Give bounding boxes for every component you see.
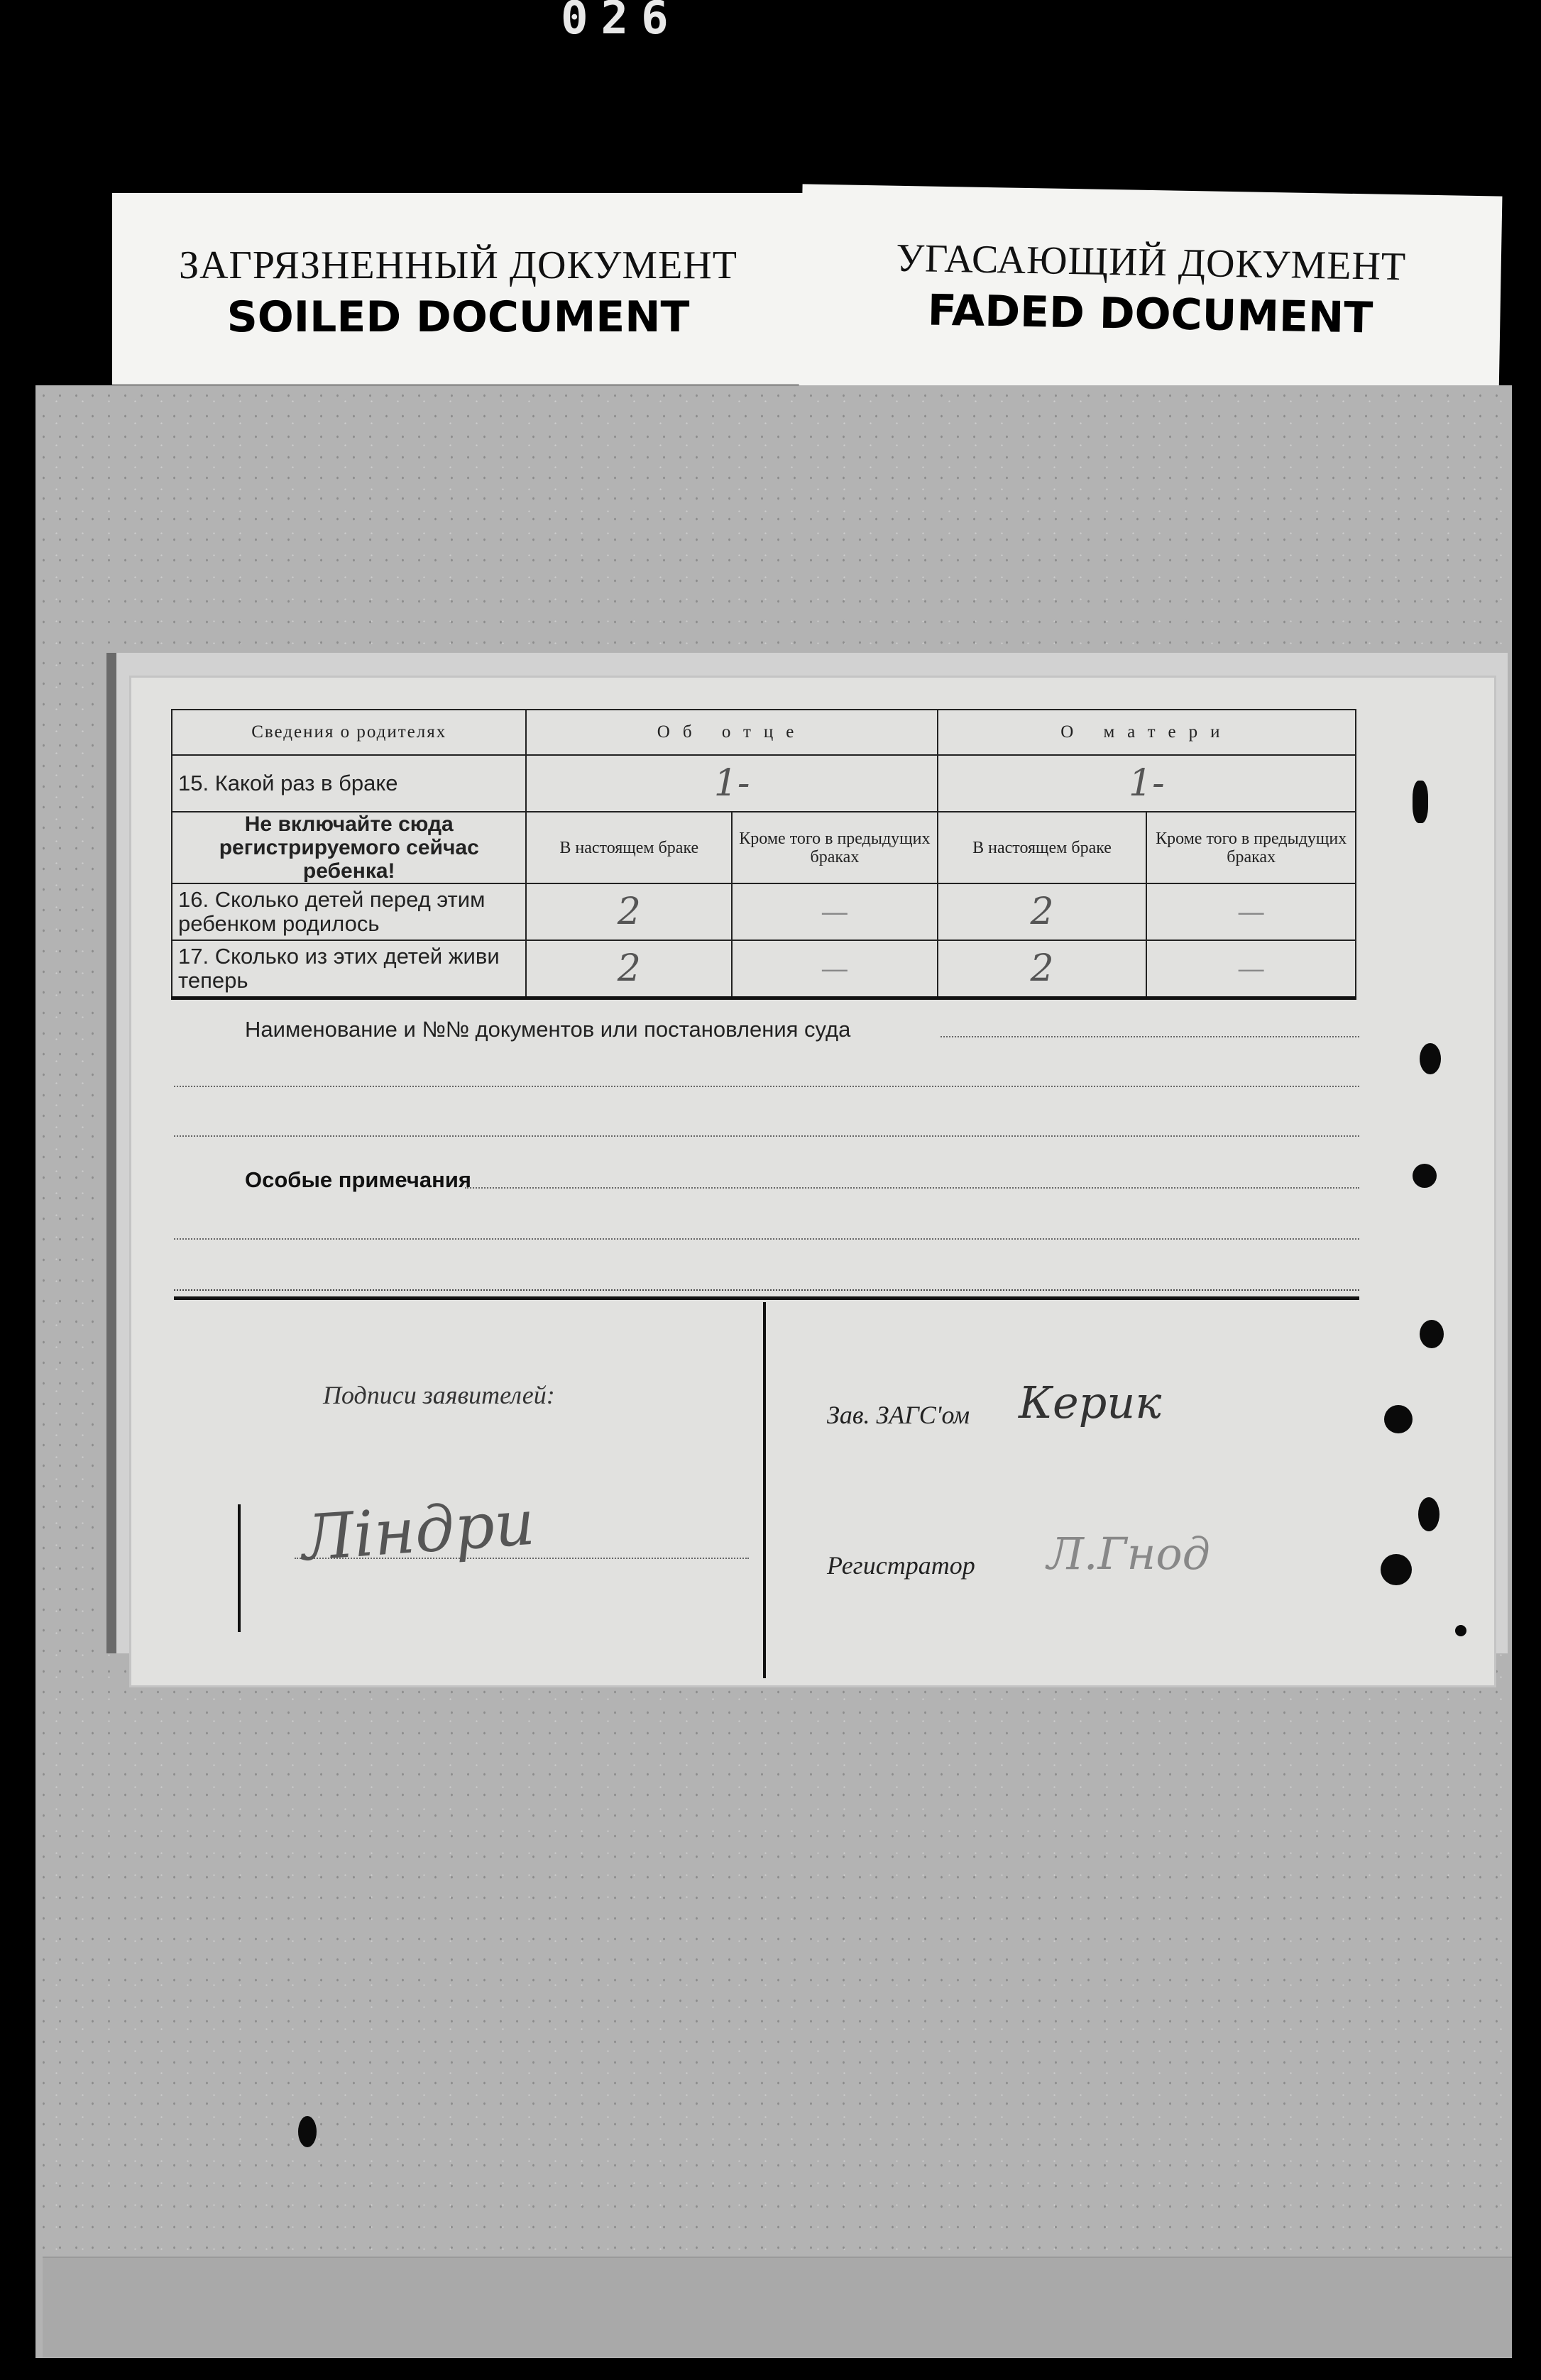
mother-marriage-count: 1-	[938, 755, 1356, 812]
father-children-alive-previous: —	[732, 940, 938, 998]
father-previous-marriages-header: Кроме того в предыдущих браках	[732, 812, 938, 883]
faded-document-label	[799, 184, 1503, 402]
header-father: Об отце	[526, 710, 937, 755]
mother-children-alive-previous: —	[1146, 940, 1356, 998]
mother-children-alive-current: 2	[938, 940, 1147, 998]
binder-hole	[1418, 1497, 1439, 1531]
applicants-signatures-label: Подписи заявителей:	[323, 1381, 555, 1409]
header-parents-info: Сведения о родителях	[172, 710, 526, 755]
father-children-alive-current: 2	[526, 940, 732, 998]
table-row	[172, 812, 1356, 883]
table-row	[172, 940, 1356, 998]
faded-label-en: FADED DOCUMENT	[927, 285, 1373, 343]
mother-children-born-current: 2	[938, 883, 1147, 940]
mother-children-born-previous: —	[1146, 883, 1356, 940]
divider-thick	[174, 1296, 1359, 1300]
father-children-born-current: 2	[526, 883, 732, 940]
table-header-row	[172, 710, 1356, 755]
question-17: 17. Сколько из этих детей живи теперь	[172, 940, 526, 998]
documents-label: Наименование и №№ документов или постановления суда	[245, 1017, 851, 1042]
documents-line-2	[174, 1086, 1359, 1087]
table-row	[172, 755, 1356, 812]
binder-hole	[1381, 1554, 1412, 1585]
mother-current-marriage-header: В настоящем браке	[938, 812, 1147, 883]
binder-hole	[1420, 1320, 1444, 1348]
header-mother: О матери	[938, 710, 1356, 755]
binder-hole	[1413, 1164, 1437, 1188]
folder-bottom-strip	[43, 2257, 1512, 2357]
father-marriage-count: 1-	[526, 755, 937, 812]
faded-label-ru: УГАСАЮЩИЙ ДОКУМЕНТ	[895, 236, 1407, 290]
binder-hole	[1384, 1405, 1413, 1433]
registrar-label: Регистратор	[827, 1551, 975, 1580]
documents-line-1	[940, 1036, 1359, 1037]
binder-hole	[1413, 781, 1428, 823]
registrar-signature: Л.Гнод	[1047, 1528, 1210, 1580]
soiled-label-en: SOILED DOCUMENT	[226, 292, 690, 342]
zags-head-signature: Керик	[1019, 1377, 1162, 1428]
documents-line-3	[174, 1135, 1359, 1137]
signature-bracket	[238, 1504, 241, 1632]
soiled-document-label	[112, 193, 804, 385]
table-row	[172, 883, 1356, 940]
special-notes-label: Особые примечания	[245, 1167, 471, 1192]
question-15: 15. Какой раз в браке	[172, 755, 526, 812]
binder-hole	[1420, 1043, 1441, 1074]
notes-line-2	[174, 1238, 1359, 1240]
applicant-signature: Ліндри	[299, 1485, 537, 1575]
divider-dotted	[174, 1289, 1359, 1291]
father-current-marriage-header: В настоящем браке	[526, 812, 732, 883]
zags-head-label: Зав. ЗАГС'ом	[827, 1401, 970, 1429]
signature-column-divider	[763, 1302, 766, 1678]
notes-line-1	[465, 1187, 1359, 1189]
father-children-born-previous: —	[732, 883, 938, 940]
binder-hole	[1455, 1625, 1466, 1636]
parents-info-table	[171, 709, 1356, 1000]
registration-card	[131, 678, 1494, 1685]
exclude-child-note: Не включайте сюда регистрируемого сейчас ребенка!	[172, 812, 526, 883]
question-16: 16. Сколько детей перед этим ребенком родилось	[172, 883, 526, 940]
soiled-label-ru: ЗАГРЯЗНЕННЫЙ ДОКУМЕНТ	[179, 243, 737, 287]
binder-hole	[298, 2116, 317, 2147]
frame-number: 026	[561, 0, 681, 45]
mother-previous-marriages-header: Кроме того в предыдущих браках	[1146, 812, 1356, 883]
